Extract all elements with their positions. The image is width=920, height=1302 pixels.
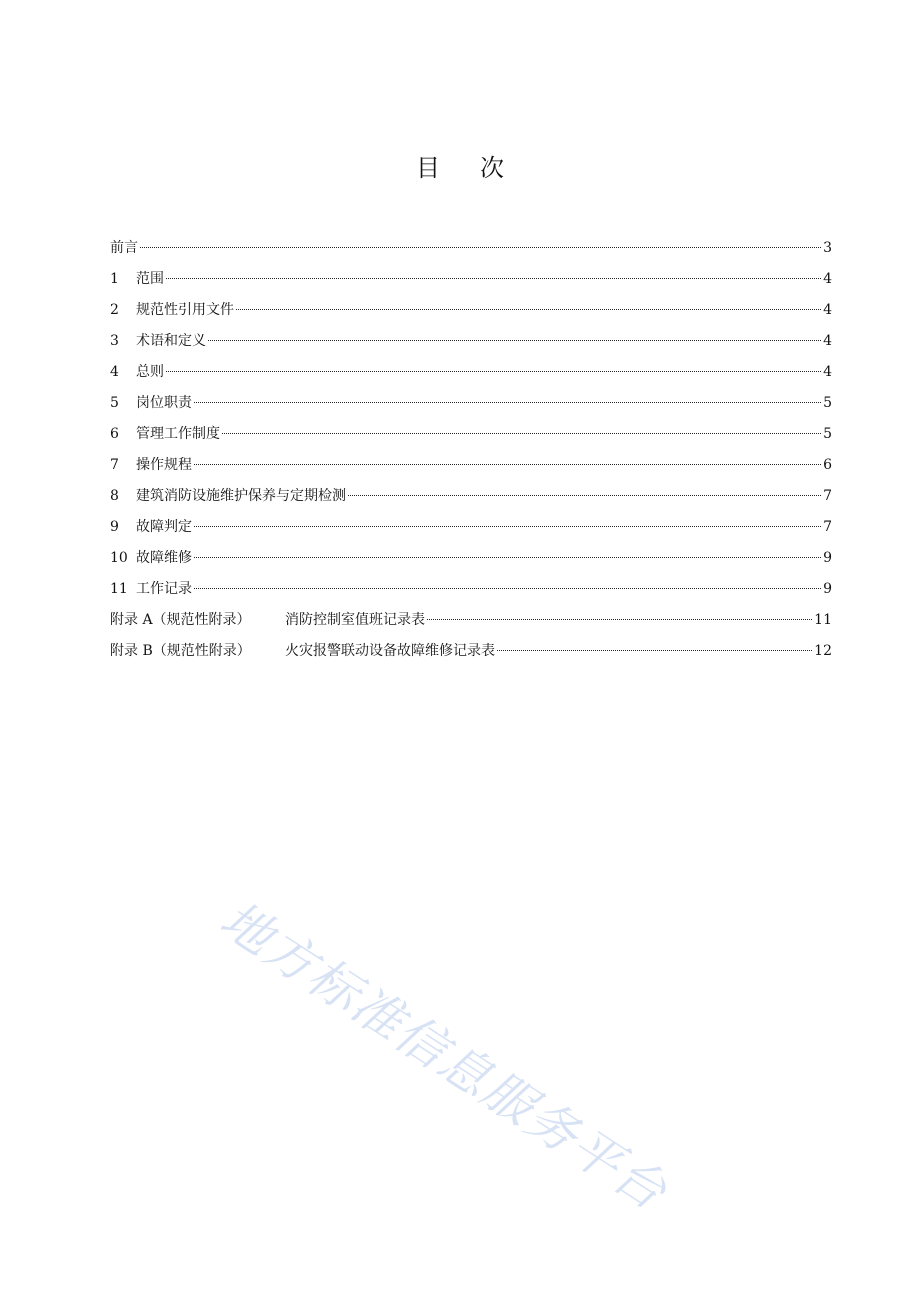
dot-leader [427,619,812,620]
toc-entry-page: 6 [823,457,832,473]
dot-leader [194,526,821,527]
table-of-contents [110,236,832,670]
toc-entry-page: 4 [823,333,832,349]
toc-entry-label: 规范性引用文件 [136,302,234,318]
toc-entry-label: 前言 [110,240,138,256]
toc-entry-8[interactable] [110,484,832,515]
toc-entry-label: 总则 [136,364,164,380]
toc-entry-label: 建筑消防设施维护保养与定期检测 [136,488,346,504]
toc-entry-number: 5 [110,395,119,411]
toc-entry-appendix-b[interactable] [110,639,832,670]
title-char-1: 目 [416,154,440,182]
toc-entry-label: 故障判定 [136,519,192,535]
toc-entry-label: 术语和定义 [136,333,206,349]
appendix-prefix: 附录 A（规范性附录） [110,612,251,628]
dot-leader [140,247,821,248]
toc-entry-label: 消防控制室值班记录表 [285,612,425,628]
toc-entry-page: 4 [823,271,832,287]
dot-leader [497,650,812,651]
dot-leader [194,557,821,558]
toc-entry-label: 操作规程 [136,457,192,473]
toc-entry-number: 4 [110,364,119,380]
dot-leader [194,588,821,589]
toc-entry-page: 11 [814,612,832,628]
toc-entry-number: 2 [110,302,119,318]
toc-entry-number: 10 [110,550,128,566]
toc-entry-page: 9 [823,550,832,566]
toc-entry-number: 1 [110,271,119,287]
toc-entry-number: 7 [110,457,119,473]
toc-entry-page: 3 [823,240,832,256]
toc-entry-1[interactable] [110,267,832,298]
dot-leader [194,464,821,465]
toc-entry-7[interactable] [110,453,832,484]
toc-entry-6[interactable] [110,422,832,453]
page-title [0,150,920,186]
toc-entry-11[interactable] [110,577,832,608]
toc-entry-page: 9 [823,581,832,597]
toc-entry-3[interactable] [110,329,832,360]
toc-entry-label: 管理工作制度 [136,426,220,442]
title-char-2: 次 [480,154,504,182]
toc-entry-label: 工作记录 [136,581,192,597]
toc-entry-5[interactable] [110,391,832,422]
dot-leader [222,433,821,434]
toc-entry-foreword[interactable] [110,236,832,267]
toc-entry-number: 9 [110,519,119,535]
toc-entry-label: 故障维修 [136,550,192,566]
toc-entry-label: 岗位职责 [136,395,192,411]
toc-entry-page: 5 [823,426,832,442]
toc-entry-page: 5 [823,395,832,411]
toc-entry-appendix-a[interactable] [110,608,832,639]
toc-entry-page: 4 [823,364,832,380]
dot-leader [208,340,821,341]
toc-entry-page: 4 [823,302,832,318]
toc-entry-number: 3 [110,333,119,349]
dot-leader [236,309,821,310]
toc-entry-page: 7 [823,488,832,504]
dot-leader [166,278,821,279]
toc-entry-4[interactable] [110,360,832,391]
toc-entry-2[interactable] [110,298,832,329]
toc-entry-number: 6 [110,426,119,442]
appendix-prefix: 附录 B（规范性附录） [110,643,251,659]
dot-leader [348,495,821,496]
toc-entry-10[interactable] [110,546,832,577]
toc-entry-label: 火灾报警联动设备故障维修记录表 [285,643,495,659]
toc-entry-number: 11 [110,581,128,597]
watermark: 地方标准信息服务平台 [210,890,678,1222]
toc-entry-9[interactable] [110,515,832,546]
dot-leader [166,371,821,372]
dot-leader [194,402,821,403]
toc-entry-number: 8 [110,488,119,504]
toc-entry-page: 12 [814,643,832,659]
toc-entry-label: 范围 [136,271,164,287]
toc-entry-page: 7 [823,519,832,535]
